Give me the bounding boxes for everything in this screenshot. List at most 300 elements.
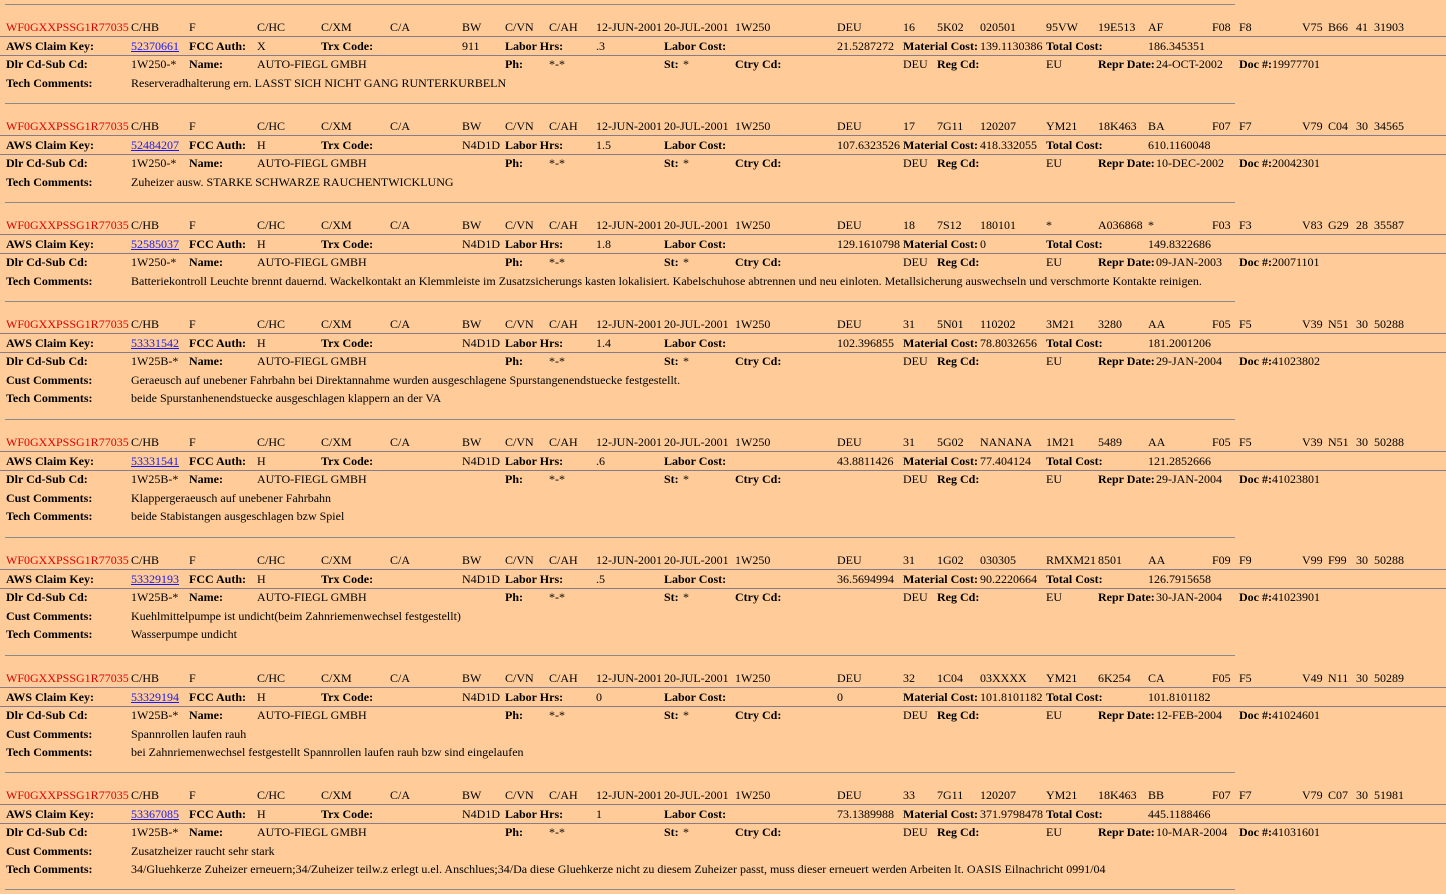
material-cost-label: Material Cost:	[903, 137, 978, 152]
dealer-name-value: AUTO-FIEGL GMBH	[257, 472, 367, 486]
divider	[5, 4, 1235, 5]
region-code-value: EU	[1046, 57, 1062, 71]
total-cost-label: Total Cost:	[1046, 137, 1103, 152]
part-code-8: V79	[1302, 788, 1323, 802]
vin-code: WF0GXXPSSG1R77035	[6, 553, 129, 567]
tech-comments-row	[0, 743, 1446, 761]
hc-code: C/HC	[257, 788, 286, 802]
phone-value: *-*	[549, 156, 565, 170]
vn-code: C/VN	[505, 553, 534, 567]
doc-number-value: 41031601	[1272, 825, 1320, 839]
tech-comments-value: Wasserpumpe undicht	[131, 627, 238, 641]
aws-claim-key-label: AWS Claim Key:	[6, 137, 94, 152]
build-date: 12-JUN-2001	[596, 20, 662, 34]
ca-code: C/A	[390, 788, 411, 802]
state-value: *	[683, 590, 689, 604]
part-code-6: F05	[1212, 435, 1231, 449]
state-value: *	[683, 57, 689, 71]
build-date: 12-JUN-2001	[596, 788, 662, 802]
part-code-2: 120207	[980, 119, 1016, 133]
trx-code-value: N4D1D	[462, 571, 500, 586]
hb-code: C/HB	[131, 553, 160, 567]
part-code-7: F7	[1239, 788, 1252, 802]
dealer-name-value: AUTO-FIEGL GMBH	[257, 156, 367, 170]
country-code: DEU	[837, 218, 862, 232]
region-code-value: EU	[1046, 708, 1062, 722]
state-value: *	[683, 156, 689, 170]
phone-label: Ph:	[505, 354, 523, 368]
labor-cost-label: Labor Cost:	[664, 806, 727, 821]
country-code: DEU	[837, 20, 862, 34]
part-code-2: NANANA	[980, 435, 1032, 449]
fcc-auth-label: FCC Auth:	[189, 689, 247, 704]
aws-claim-key-link[interactable]: 53331542	[131, 335, 179, 350]
cust-comments-label: Cust Comments:	[6, 726, 93, 741]
labor-hrs-value: .3	[596, 38, 605, 53]
doc-number-label: Doc #:	[1239, 57, 1272, 71]
country-code-label: Ctry Cd:	[735, 156, 782, 170]
dealer-name-label: Name:	[189, 472, 223, 486]
tech-comments-row	[0, 173, 1446, 191]
phone-label: Ph:	[505, 156, 523, 170]
dealer-name-value: AUTO-FIEGL GMBH	[257, 590, 367, 604]
divider	[5, 655, 1235, 656]
region-code-value: EU	[1046, 354, 1062, 368]
repair-date-value: 10-MAR-2004	[1156, 825, 1228, 839]
phone-label: Ph:	[505, 472, 523, 486]
part-code-11: 31903	[1374, 20, 1404, 34]
dealer-name-label: Name:	[189, 354, 223, 368]
part-code-2: 180101	[980, 218, 1016, 232]
part-code-6: F03	[1212, 218, 1231, 232]
doc-number-label: Doc #:	[1239, 590, 1272, 604]
part-code-11: 50289	[1374, 671, 1404, 685]
labor-cost-value: 107.6323526	[837, 137, 900, 152]
country-code-label: Ctry Cd:	[735, 354, 782, 368]
warranty-date: 20-JUL-2001	[664, 20, 729, 34]
dealer-code-value: 1W25B-*	[131, 354, 179, 368]
total-cost-label: Total Cost:	[1046, 689, 1103, 704]
country-code: DEU	[837, 788, 862, 802]
bw-code: BW	[462, 671, 482, 685]
build-date: 12-JUN-2001	[596, 119, 662, 133]
dealer-row	[0, 55, 1446, 73]
doc-number-value: 41023901	[1272, 590, 1320, 604]
labor-hrs-value: .6	[596, 453, 605, 468]
part-code-4: 5489	[1098, 435, 1122, 449]
vn-code: C/VN	[505, 435, 534, 449]
tech-comments-label: Tech Comments:	[6, 391, 93, 405]
labor-hrs-value: 0	[596, 689, 602, 704]
aws-claim-key-label: AWS Claim Key:	[6, 453, 94, 468]
ca-code: C/A	[390, 20, 411, 34]
warranty-date: 20-JUL-2001	[664, 317, 729, 331]
vn-code: C/VN	[505, 317, 534, 331]
region-code-label: Reg Cd:	[937, 57, 980, 71]
tech-comments-row	[0, 74, 1446, 92]
part-code-10: 30	[1356, 553, 1368, 567]
cust-comments-value: Kuehlmittelpumpe ist undicht(beim Zahnriemenwechsel festgestellt)	[131, 608, 461, 623]
vehicle-header-row	[0, 117, 1446, 136]
trx-code-value: N4D1D	[462, 453, 500, 468]
ah-code: C/AH	[549, 553, 578, 567]
part-code-1: 7G11	[937, 119, 964, 133]
hc-code: C/HC	[257, 435, 286, 449]
ca-code: C/A	[390, 119, 411, 133]
vin-code: WF0GXXPSSG1R77035	[6, 317, 129, 331]
tech-comments-row	[0, 389, 1446, 407]
labor-hrs-value: .5	[596, 571, 605, 586]
part-code-1: 5N01	[937, 317, 964, 331]
part-code-5: AF	[1148, 20, 1164, 34]
part-code-7: F5	[1239, 671, 1252, 685]
vehicle-header-row	[0, 18, 1446, 37]
dealer-code-label: Dlr Cd-Sub Cd:	[6, 57, 88, 71]
total-cost-label: Total Cost:	[1046, 38, 1103, 53]
vin-code: WF0GXXPSSG1R77035	[6, 435, 129, 449]
state-label: St:	[664, 57, 679, 71]
part-code-2: 110202	[980, 317, 1016, 331]
material-cost-value: 418.332055	[980, 137, 1037, 152]
divider	[5, 202, 1235, 203]
total-cost-value: 101.8101182	[1148, 689, 1211, 704]
part-code-6: F08	[1212, 20, 1231, 34]
country-code-label: Ctry Cd:	[735, 825, 782, 839]
tech-comments-value: Zuheizer ausw. STARKE SCHWARZE RAUCHENTWICKLUNG	[131, 174, 454, 189]
material-cost-value: 101.8101182	[980, 689, 1043, 704]
part-code-4: A036868	[1098, 218, 1143, 232]
country-code-label: Ctry Cd:	[735, 472, 782, 486]
region-code-value: EU	[1046, 590, 1062, 604]
part-code-6: F05	[1212, 671, 1231, 685]
cust-comments-row	[0, 371, 1446, 389]
trx-code-value: 911	[462, 38, 480, 53]
ah-code: C/AH	[549, 788, 578, 802]
part-code-10: 30	[1356, 119, 1368, 133]
vn-code: C/VN	[505, 218, 534, 232]
sequence-number: 31	[903, 435, 915, 449]
divider	[5, 419, 1235, 420]
ah-code: C/AH	[549, 20, 578, 34]
vin-code: WF0GXXPSSG1R77035	[6, 20, 129, 34]
aws-claim-key-label: AWS Claim Key:	[6, 38, 94, 53]
dealer-code-value: 1W25B-*	[131, 825, 179, 839]
aws-claim-key-link[interactable]: 53367085	[131, 806, 179, 821]
tech-comments-row	[0, 272, 1446, 290]
dealer-code-value: 1W25B-*	[131, 708, 179, 722]
aws-claim-key-link[interactable]: 53331541	[131, 453, 179, 468]
warranty-date: 20-JUL-2001	[664, 435, 729, 449]
total-cost-label: Total Cost:	[1046, 236, 1103, 251]
claim-cost-row	[0, 805, 1446, 824]
country-code: DEU	[837, 317, 862, 331]
aws-claim-key-link[interactable]: 52484207	[131, 137, 179, 152]
part-code-3: YM21	[1046, 119, 1078, 133]
part-code-3: 1M21	[1046, 435, 1075, 449]
country-code-value: DEU	[903, 354, 928, 368]
country-code: DEU	[837, 671, 862, 685]
fcc-auth-value: H	[257, 236, 266, 251]
part-code-2: 03XXXX	[980, 671, 1027, 685]
doc-number-label: Doc #:	[1239, 156, 1272, 170]
part-code-7: F9	[1239, 553, 1252, 567]
part-code-9: F99	[1328, 553, 1347, 567]
xm-code: C/XM	[321, 218, 352, 232]
build-date: 12-JUN-2001	[596, 317, 662, 331]
fcc-auth-label: FCC Auth:	[189, 571, 247, 586]
claim-cost-row	[0, 570, 1446, 589]
fcc-auth-label: FCC Auth:	[189, 38, 247, 53]
part-code-7: F3	[1239, 218, 1252, 232]
phone-label: Ph:	[505, 825, 523, 839]
doc-number-label: Doc #:	[1239, 354, 1272, 368]
vn-code: C/VN	[505, 20, 534, 34]
dealer-name-label: Name:	[189, 255, 223, 269]
vn-code: C/VN	[505, 788, 534, 802]
ca-code: C/A	[390, 553, 411, 567]
part-code-8: V79	[1302, 119, 1323, 133]
tech-comments-label: Tech Comments:	[6, 862, 93, 876]
cust-comments-row	[0, 489, 1446, 507]
aws-claim-key-link[interactable]: 52585037	[131, 236, 179, 251]
phone-value: *-*	[549, 590, 565, 604]
repair-date-value: 30-JAN-2004	[1156, 590, 1222, 604]
labor-hrs-value: 1.8	[596, 236, 611, 251]
part-code-3: 3M21	[1046, 317, 1075, 331]
labor-hrs-label: Labor Hrs:	[505, 453, 564, 468]
build-date: 12-JUN-2001	[596, 218, 662, 232]
fcc-auth-label: FCC Auth:	[189, 453, 247, 468]
build-date: 12-JUN-2001	[596, 435, 662, 449]
hc-code: C/HC	[257, 671, 286, 685]
part-code-9: N51	[1328, 317, 1349, 331]
trx-code-value: N4D1D	[462, 236, 500, 251]
warranty-date: 20-JUL-2001	[664, 671, 729, 685]
dealer-name-value: AUTO-FIEGL GMBH	[257, 57, 367, 71]
country-code-value: DEU	[903, 255, 928, 269]
material-cost-value: 371.9798478	[980, 806, 1043, 821]
trx-code-label: Trx Code:	[321, 38, 374, 53]
sequence-number: 32	[903, 671, 915, 685]
ca-code: C/A	[390, 435, 411, 449]
tech-comments-label: Tech Comments:	[6, 627, 93, 641]
aws-claim-key-link[interactable]: 52370661	[131, 38, 179, 53]
sequence-number: 31	[903, 553, 915, 567]
vin-code: WF0GXXPSSG1R77035	[6, 788, 129, 802]
vehicle-header-row	[0, 433, 1446, 452]
doc-number-label: Doc #:	[1239, 825, 1272, 839]
dealer-code-label: Dlr Cd-Sub Cd:	[6, 156, 88, 170]
phone-value: *-*	[549, 825, 565, 839]
phone-label: Ph:	[505, 255, 523, 269]
state-label: St:	[664, 590, 679, 604]
dealer-row	[0, 470, 1446, 488]
dealer-name-label: Name:	[189, 825, 223, 839]
warranty-date: 20-JUL-2001	[664, 553, 729, 567]
country-code-value: DEU	[903, 590, 928, 604]
part-code-11: 50288	[1374, 317, 1404, 331]
repair-date-label: Repr Date:	[1098, 156, 1155, 170]
dealer-row	[0, 253, 1446, 271]
repair-date-value: 29-JAN-2004	[1156, 354, 1222, 368]
part-code-10: 30	[1356, 788, 1368, 802]
material-cost-value: 78.8032656	[980, 335, 1037, 350]
repair-date-label: Repr Date:	[1098, 57, 1155, 71]
fcc-auth-value: H	[257, 335, 266, 350]
fcc-auth-value: H	[257, 137, 266, 152]
doc-number-value: 20071101	[1272, 255, 1320, 269]
divider	[5, 301, 1235, 302]
region-code-label: Reg Cd:	[937, 825, 980, 839]
material-cost-label: Material Cost:	[903, 453, 978, 468]
country-code-value: DEU	[903, 156, 928, 170]
part-code-3: YM21	[1046, 788, 1078, 802]
dealer-code-value: 1W250-*	[131, 57, 177, 71]
tech-comments-label: Tech Comments:	[6, 273, 93, 288]
dealer-code-label: Dlr Cd-Sub Cd:	[6, 590, 88, 604]
fcc-auth-value: X	[257, 38, 266, 53]
country-code: DEU	[837, 435, 862, 449]
trx-code-value: N4D1D	[462, 335, 500, 350]
dealer-row	[0, 154, 1446, 172]
aws-claim-key-link[interactable]: 53329193	[131, 571, 179, 586]
state-label: St:	[664, 255, 679, 269]
part-code-6: F07	[1212, 119, 1231, 133]
f-code: F	[189, 20, 196, 34]
material-cost-label: Material Cost:	[903, 571, 978, 586]
part-code-1: 7G11	[937, 788, 964, 802]
cust-comments-row	[0, 725, 1446, 743]
trx-code-label: Trx Code:	[321, 453, 374, 468]
labor-cost-value: 73.1389988	[837, 806, 894, 821]
part-code-3: *	[1046, 218, 1052, 232]
xm-code: C/XM	[321, 119, 352, 133]
part-code-2: 020501	[980, 20, 1016, 34]
sequence-number: 31	[903, 317, 915, 331]
labor-hrs-label: Labor Hrs:	[505, 137, 564, 152]
labor-cost-value: 129.1610798	[837, 236, 900, 251]
aws-claim-key-link[interactable]: 53329194	[131, 689, 179, 704]
sequence-number: 16	[903, 20, 915, 34]
region-code-label: Reg Cd:	[937, 590, 980, 604]
part-code-11: 34565	[1374, 119, 1404, 133]
tech-comments-row	[0, 625, 1446, 643]
doc-number-value: 41024601	[1272, 708, 1320, 722]
sequence-number: 33	[903, 788, 915, 802]
aws-claim-key-label: AWS Claim Key:	[6, 571, 94, 586]
doc-number-value: 41023801	[1272, 472, 1320, 486]
phone-value: *-*	[549, 255, 565, 269]
xm-code: C/XM	[321, 788, 352, 802]
labor-hrs-label: Labor Hrs:	[505, 689, 564, 704]
vin-code: WF0GXXPSSG1R77035	[6, 671, 129, 685]
part-code-9: N51	[1328, 435, 1349, 449]
region-code-value: EU	[1046, 255, 1062, 269]
cust-comments-value: Geraeusch auf unebener Fahrbahn bei Direktannahme wurden ausgeschlagene Spurstangenendstuecke festgestellt.	[131, 372, 681, 387]
part-code-8: V75	[1302, 20, 1323, 34]
tech-comments-label: Tech Comments:	[6, 174, 93, 189]
phone-value: *-*	[549, 472, 565, 486]
aws-claim-key-label: AWS Claim Key:	[6, 236, 94, 251]
part-code-7: F5	[1239, 317, 1252, 331]
warranty-date: 20-JUL-2001	[664, 119, 729, 133]
labor-cost-label: Labor Cost:	[664, 236, 727, 251]
f-code: F	[189, 671, 196, 685]
bw-code: BW	[462, 435, 482, 449]
part-code-4: 18K463	[1098, 119, 1137, 133]
tech-comments-label: Tech Comments:	[6, 745, 93, 759]
ah-code: C/AH	[549, 435, 578, 449]
dealer-code: 1W250	[735, 218, 771, 232]
part-code-10: 30	[1356, 671, 1368, 685]
state-value: *	[683, 472, 689, 486]
part-code-5: CA	[1148, 671, 1165, 685]
part-code-2: 030305	[980, 553, 1016, 567]
cust-comments-label: Cust Comments:	[6, 490, 93, 505]
trx-code-label: Trx Code:	[321, 806, 374, 821]
dealer-row	[0, 588, 1446, 606]
cust-comments-value: Klappergeraeusch auf unebener Fahrbahn	[131, 490, 332, 505]
dealer-name-value: AUTO-FIEGL GMBH	[257, 825, 367, 839]
labor-hrs-value: 1	[596, 806, 602, 821]
cust-comments-row	[0, 842, 1446, 860]
part-code-7: F8	[1239, 20, 1252, 34]
part-code-3: YM21	[1046, 671, 1078, 685]
phone-value: *-*	[549, 708, 565, 722]
part-code-5: BB	[1148, 788, 1165, 802]
total-cost-label: Total Cost:	[1046, 806, 1103, 821]
vehicle-header-row	[0, 786, 1446, 805]
material-cost-value: 77.404124	[980, 453, 1031, 468]
trx-code-value: N4D1D	[462, 137, 500, 152]
labor-hrs-label: Labor Hrs:	[505, 335, 564, 350]
labor-cost-label: Labor Cost:	[664, 689, 727, 704]
dealer-name-value: AUTO-FIEGL GMBH	[257, 255, 367, 269]
region-code-value: EU	[1046, 156, 1062, 170]
hb-code: C/HB	[131, 20, 160, 34]
state-value: *	[683, 825, 689, 839]
dealer-code-label: Dlr Cd-Sub Cd:	[6, 708, 88, 722]
part-code-11: 50288	[1374, 435, 1404, 449]
labor-cost-value: 0	[837, 689, 843, 704]
dealer-code: 1W250	[735, 788, 771, 802]
state-value: *	[683, 354, 689, 368]
state-label: St:	[664, 825, 679, 839]
dealer-code-value: 1W250-*	[131, 255, 177, 269]
labor-cost-label: Labor Cost:	[664, 38, 727, 53]
part-code-6: F09	[1212, 553, 1231, 567]
dealer-code-value: 1W250-*	[131, 156, 177, 170]
aws-claim-key-label: AWS Claim Key:	[6, 689, 94, 704]
dealer-name-label: Name:	[189, 708, 223, 722]
dealer-code: 1W250	[735, 435, 771, 449]
state-label: St:	[664, 156, 679, 170]
doc-number-value: 19977701	[1272, 57, 1320, 71]
xm-code: C/XM	[321, 20, 352, 34]
divider	[5, 772, 1235, 773]
dealer-row	[0, 706, 1446, 724]
ah-code: C/AH	[549, 671, 578, 685]
claim-cost-row	[0, 688, 1446, 707]
part-code-4: 3280	[1098, 317, 1122, 331]
dealer-name-label: Name:	[189, 590, 223, 604]
hb-code: C/HB	[131, 788, 160, 802]
labor-cost-value: 102.396855	[837, 335, 894, 350]
repair-date-label: Repr Date:	[1098, 472, 1155, 486]
dealer-code-label: Dlr Cd-Sub Cd:	[6, 472, 88, 486]
dealer-code-value: 1W25B-*	[131, 590, 179, 604]
part-code-11: 51981	[1374, 788, 1404, 802]
